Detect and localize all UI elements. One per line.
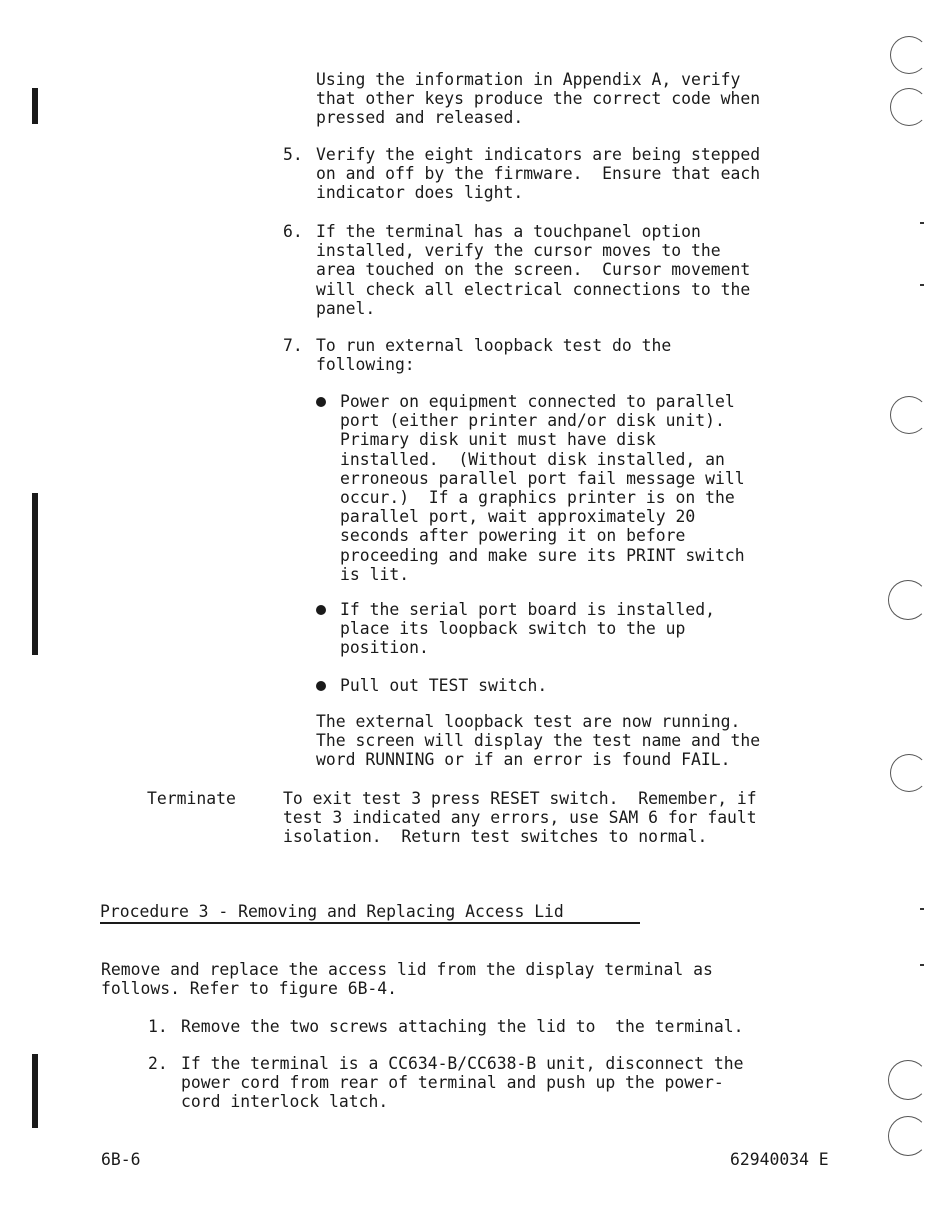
- text-line: If the terminal is a CC634-B/CC638-B unit, disconnect the: [181, 1054, 744, 1073]
- text-line: The external loopback test are now running.: [316, 712, 741, 731]
- page-number: 6B-6: [101, 1150, 141, 1169]
- step-number: 1.: [148, 1017, 168, 1036]
- procedure-intro: [101, 960, 713, 998]
- step-number: 6.: [283, 222, 303, 241]
- binder-hole-mark: [890, 754, 928, 792]
- text-line: If the terminal has a touchpanel option: [316, 222, 701, 241]
- text-line: Verify the eight indicators are being stepped: [316, 145, 761, 164]
- binder-hole-mark: [890, 396, 928, 434]
- text-line: panel.: [316, 298, 376, 318]
- margin-tick: [920, 908, 924, 910]
- procedure-step-1-text: [181, 1017, 743, 1036]
- margin-tick: [920, 964, 924, 966]
- text-line: If the serial port board is installed,: [340, 600, 715, 619]
- procedure-heading: Procedure 3 - Removing and Replacing Access Lid: [100, 902, 564, 921]
- step-number: 7.: [283, 336, 303, 355]
- terminate-label: Terminate: [147, 789, 236, 808]
- step-number: 2.: [148, 1054, 168, 1073]
- text-line: Primary disk unit must have disk: [340, 430, 656, 450]
- text-line: erroneous parallel port fail message will: [340, 468, 745, 488]
- text-line: position.: [340, 638, 429, 658]
- text-line: area touched on the screen. Cursor movement: [316, 260, 751, 280]
- binder-hole-mark: [888, 1116, 928, 1156]
- margin-tick: [920, 284, 924, 286]
- text-line: isolation. Return test switches to normal.: [283, 827, 708, 847]
- step-6-text: [316, 222, 750, 318]
- text-line: parallel port, wait approximately 20: [340, 507, 696, 527]
- text-line: pressed and released.: [316, 108, 524, 128]
- binder-hole-mark: [890, 88, 928, 126]
- text-line: Power on equipment connected to parallel: [340, 392, 735, 411]
- binder-hole-mark: [888, 1060, 928, 1100]
- bullet-dot: [316, 397, 326, 407]
- text-line: test 3 indicated any errors, use SAM 6 for fault: [283, 808, 757, 828]
- text-line: Remove and replace the access lid from the display terminal as: [101, 960, 713, 979]
- text-line: follows. Refer to figure 6B-4.: [101, 979, 398, 999]
- terminate-text: [283, 789, 757, 847]
- text-line: Remove the two screws attaching the lid to the terminal.: [181, 1017, 744, 1036]
- procedure-step-2-text: [181, 1054, 743, 1112]
- bullet-1-text: [340, 392, 745, 584]
- text-line: power cord from rear of terminal and push up the power-: [181, 1073, 724, 1093]
- text-line: seconds after powering it on before: [340, 526, 686, 546]
- bullet-dot: [316, 605, 326, 615]
- text-line: will check all electrical connections to the: [316, 279, 751, 299]
- step-7-text: [316, 336, 671, 374]
- text-line: The screen will display the test name and the: [316, 731, 761, 751]
- text-line: word RUNNING or if an error is found FAIL.: [316, 750, 731, 770]
- text-line: following:: [316, 355, 415, 375]
- text-line: installed, verify the cursor moves to the: [316, 241, 721, 261]
- change-bar: [32, 88, 38, 124]
- text-line: installed. (Without disk installed, an: [340, 449, 725, 469]
- text-line: Using the information in Appendix A, verify: [316, 70, 741, 89]
- text-line: To run external loopback test do the: [316, 336, 672, 355]
- bullet-dot: [316, 681, 326, 691]
- text-line: cord interlock latch.: [181, 1092, 389, 1112]
- step-5-text: [316, 145, 760, 203]
- heading-underline: [100, 922, 640, 924]
- intro-paragraph: [316, 70, 760, 128]
- running-note: [316, 712, 760, 770]
- text-line: To exit test 3 press RESET switch. Remember, if: [283, 789, 757, 808]
- document-number: 62940034 E: [730, 1150, 829, 1169]
- change-bar: [32, 1054, 38, 1128]
- change-bar: [32, 493, 38, 655]
- text-line: port (either printer and/or disk unit).: [340, 411, 725, 431]
- binder-hole-mark: [890, 36, 928, 74]
- text-line: Pull out TEST switch.: [340, 676, 548, 695]
- text-line: is lit.: [340, 564, 410, 584]
- binder-hole-mark: [888, 580, 928, 620]
- text-line: that other keys produce the correct code when: [316, 89, 761, 109]
- text-line: indicator does light.: [316, 183, 524, 203]
- bullet-2-text: [340, 600, 715, 658]
- text-line: place its loopback switch to the up: [340, 619, 686, 639]
- text-line: on and off by the firmware. Ensure that each: [316, 164, 761, 184]
- text-line: proceeding and make sure its PRINT switch: [340, 545, 745, 565]
- margin-tick: [920, 222, 924, 224]
- step-number: 5.: [283, 145, 303, 164]
- text-line: occur.) If a graphics printer is on the: [340, 488, 735, 508]
- bullet-3-text: [340, 676, 547, 695]
